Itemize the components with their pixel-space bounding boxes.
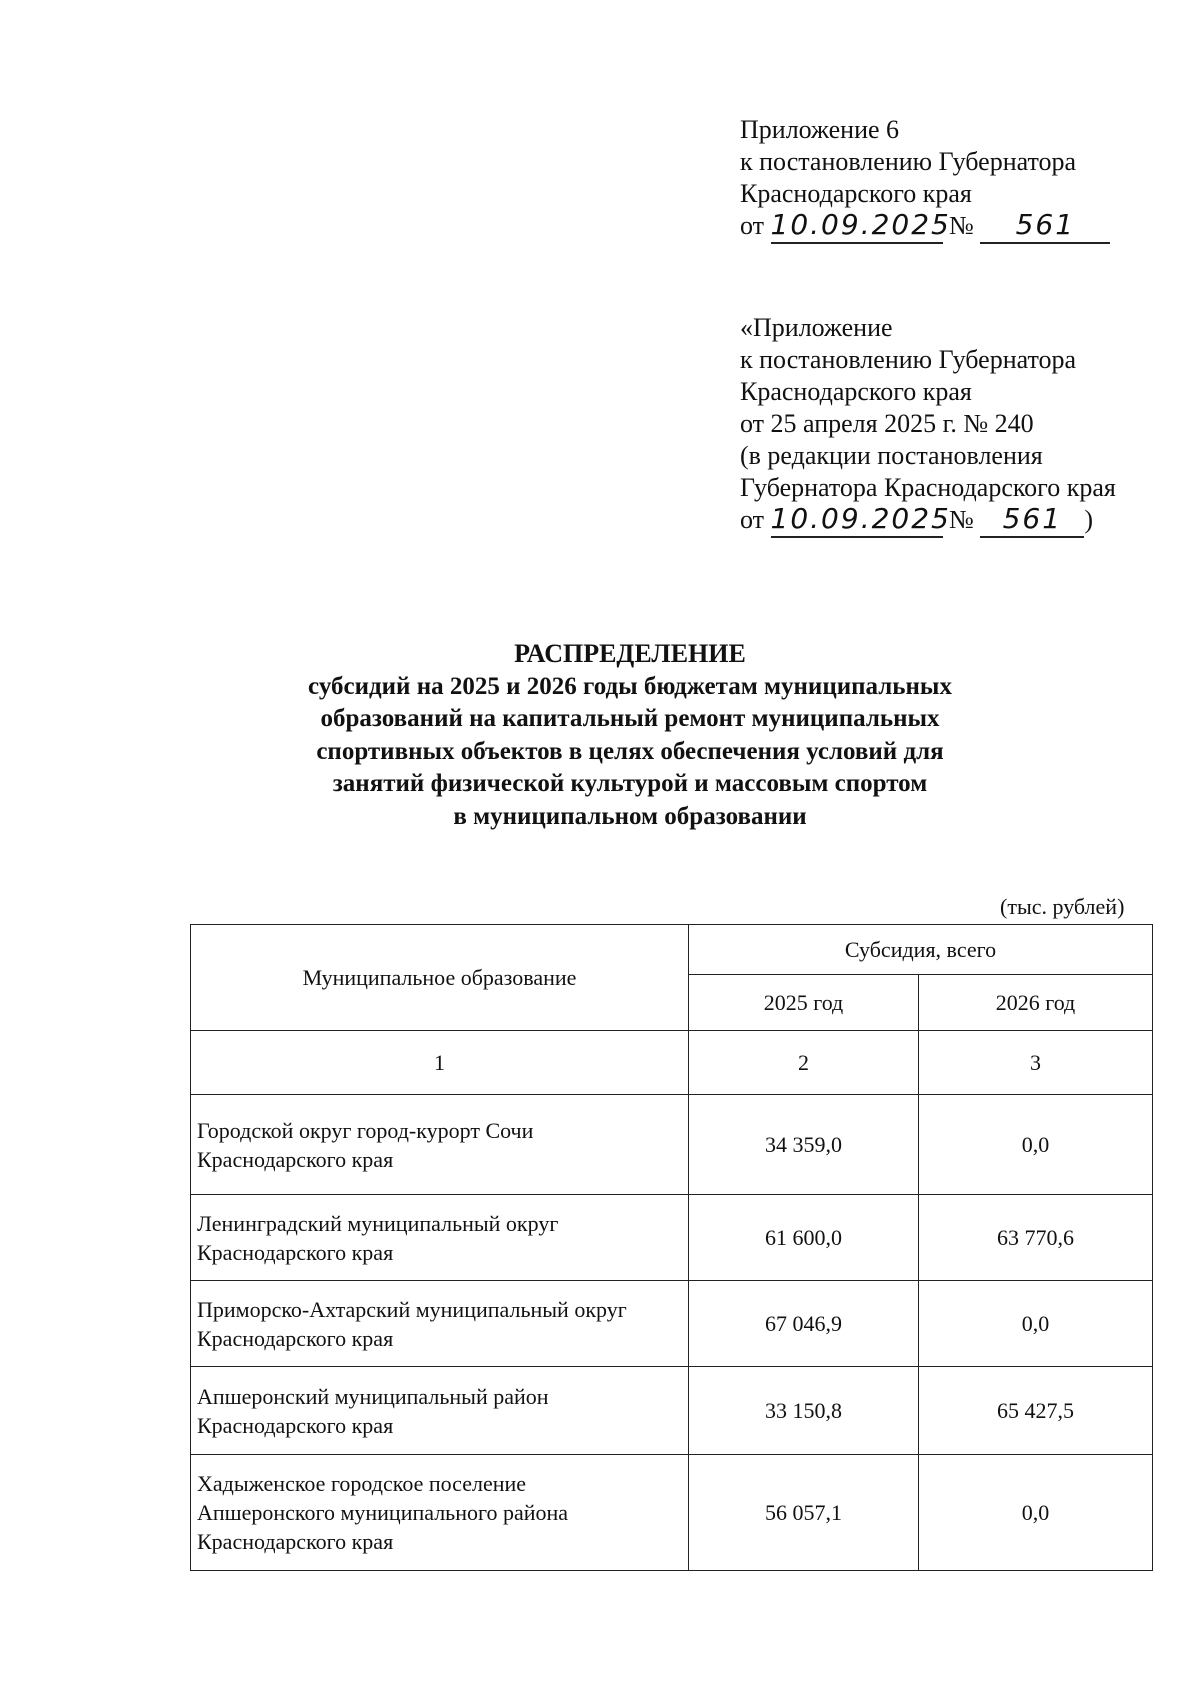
table-row [191,1281,1153,1367]
appendix-line: Губернатора Краснодарского края [740,473,1116,502]
subsidy-2026: 65 427,5 [919,1367,1153,1455]
closing-parenthesis: ) [1084,505,1094,534]
subsidy-2026: 0,0 [919,1281,1153,1367]
handwritten-date: 10.09.2025 [771,210,943,244]
subsidy-table [190,924,1153,1571]
original-appendix-header [740,312,1116,538]
appendix-line: к постановлению Губернатора [740,345,1077,374]
municipality-name: Хадыженское городское поселение Апшеронского муниципального района Краснодарского края [191,1455,689,1571]
handwritten-number: 561 [980,504,1084,538]
date-prefix: от [740,211,765,240]
appendix-line: Краснодарского края [740,179,972,208]
handwritten-number: 561 [980,210,1110,244]
document-heading [180,638,1080,833]
column-index: 3 [919,1031,1153,1095]
header-year-2026: 2026 год [919,975,1153,1031]
heading-line: спортивных объектов в целях обеспечения условий для [316,737,944,765]
subsidy-2025: 56 057,1 [689,1455,919,1571]
subsidy-2025: 34 359,0 [689,1095,919,1195]
table-row [191,1095,1153,1195]
appendix-line: от 25 апреля 2025 г. № 240 [740,409,1034,438]
number-sign: № [949,211,974,240]
header-subsidy-total: Субсидия, всего [689,925,1153,975]
subsidy-2026: 63 770,6 [919,1195,1153,1281]
heading-line: в муниципальном образовании [453,802,807,830]
municipality-name: Апшеронский муниципальный район Краснодарского края [191,1367,689,1455]
municipality-name: Ленинградский муниципальный округ Краснодарского края [191,1195,689,1281]
date-prefix: от [740,505,765,534]
appendix-date-line [740,504,1116,538]
subsidy-2025: 67 046,9 [689,1281,919,1367]
subsidy-2026: 0,0 [919,1455,1153,1571]
heading-line: образований на капитальный ремонт муниципальных [320,705,940,732]
municipality-name: Приморско-Ахтарский муниципальный округ Краснодарского края [191,1281,689,1367]
table-row [191,1455,1153,1571]
column-index-row [191,1031,1153,1095]
heading-line: субсидий на 2025 и 2026 годы бюджетам муниципальных [308,672,952,700]
appendix-date-line [740,210,1110,244]
units-label: (тыс. рублей) [1000,894,1125,919]
table-row [191,1195,1153,1281]
municipality-name: Городской округ город-курорт Сочи Краснодарского края [191,1095,689,1195]
number-sign: № [949,505,974,534]
subsidy-2025: 61 600,0 [689,1195,919,1281]
subsidy-2026: 0,0 [919,1095,1153,1195]
document-title: РАСПРЕДЕЛЕНИЕ [514,639,746,668]
appendix-line: (в редакции постановления [740,441,1043,470]
header-year-2025: 2025 год [689,975,919,1031]
handwritten-date: 10.09.2025 [771,504,943,538]
table-header-row [191,925,1153,975]
appendix-line: «Приложение [740,313,893,342]
appendix-line: Краснодарского края [740,377,972,406]
appendix-line: к постановлению Губернатора [740,147,1077,176]
column-index: 2 [689,1031,919,1095]
column-index: 1 [191,1031,689,1095]
appendix-header [740,114,1110,244]
heading-line: занятий физической культурой и массовым спортом [332,770,928,797]
appendix-line: Приложение 6 [740,115,900,144]
subsidy-2025: 33 150,8 [689,1367,919,1455]
header-municipality: Муниципальное образование [191,925,689,1031]
table-row [191,1367,1153,1455]
